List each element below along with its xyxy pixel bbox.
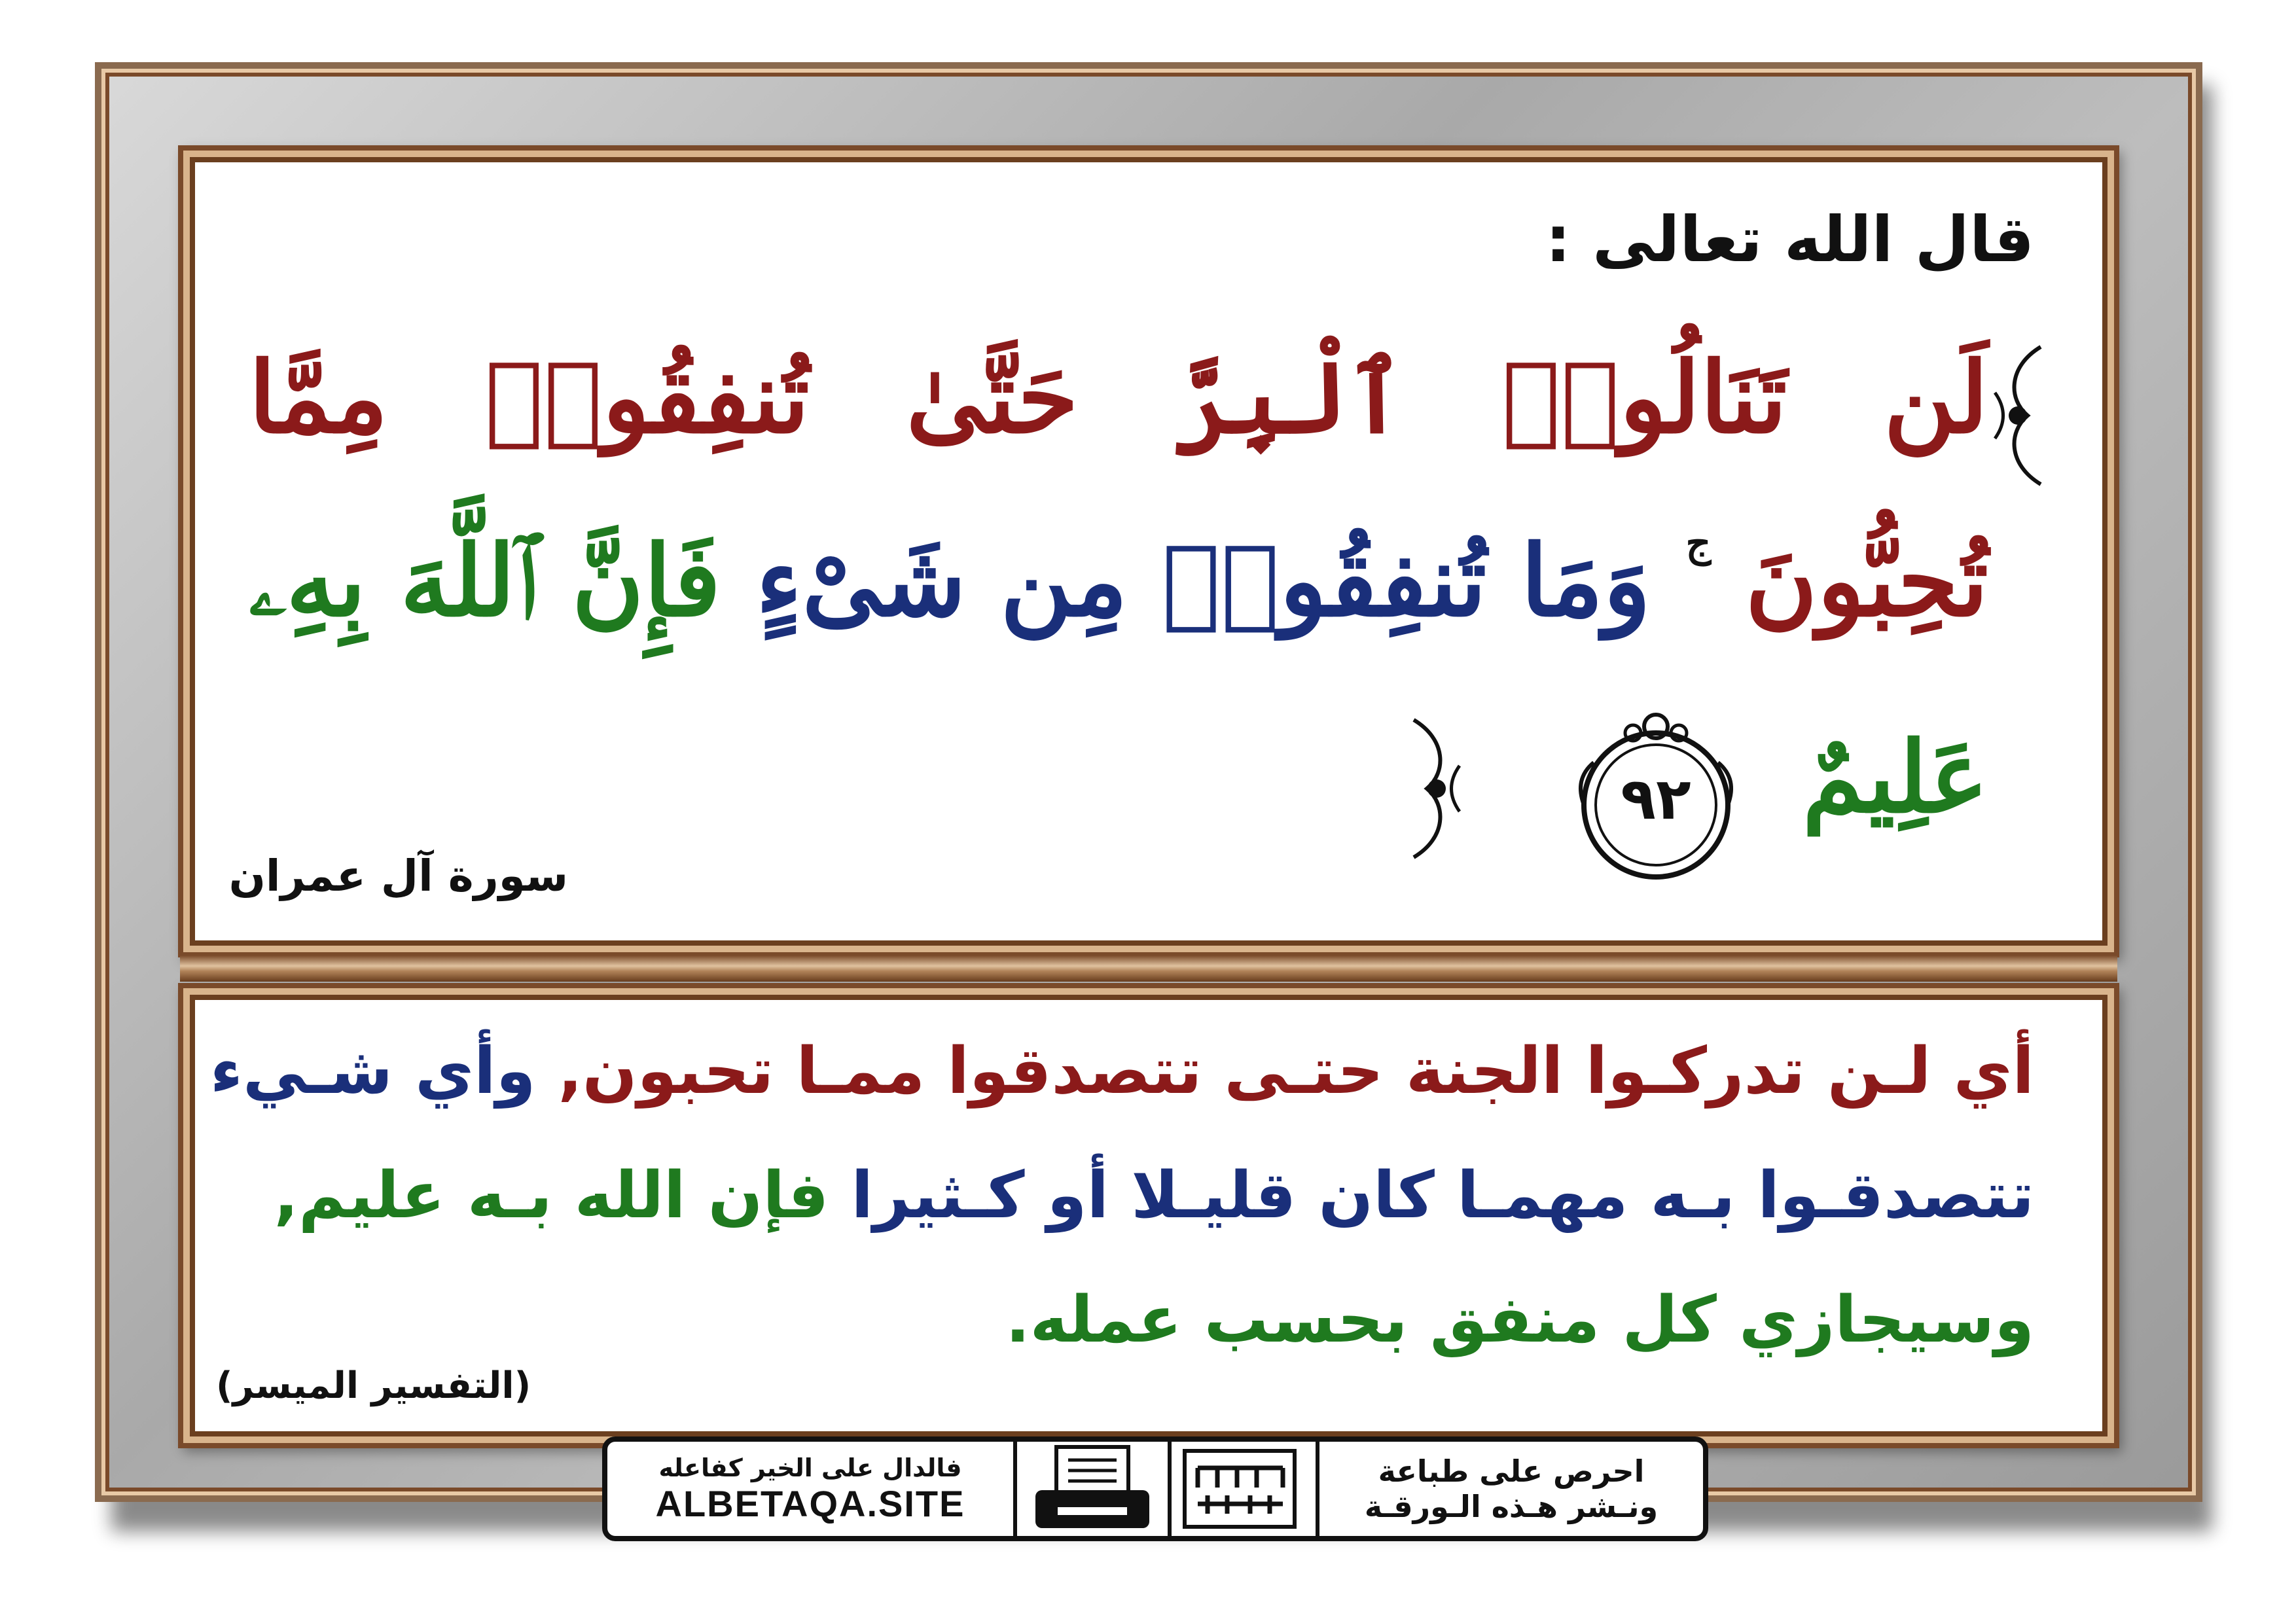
tafsir-line-1: [209, 1034, 2034, 1109]
footer-bar: [602, 1436, 1708, 1541]
verse-word: ٱلْبِرَّ: [1175, 340, 1405, 455]
waqf-mark: ج: [1685, 520, 1712, 566]
ayah-number-text: ٩٢: [1621, 764, 1691, 832]
footer-note-line-1: احرص على طباعة: [1378, 1454, 1645, 1489]
verse-segment-blue: وَمَا تُنفِقُوا۟ مِن شَىْءٍ: [755, 524, 1651, 639]
panel-divider: [180, 955, 2117, 982]
footer-slogan: فالدال على الخير كفاعله: [658, 1453, 962, 1482]
verse-word: تَنَالُوا۟: [1501, 340, 1787, 455]
ayah-number: [1564, 707, 1748, 890]
verse-line-2: [249, 520, 1988, 641]
verse-word: تُنفِقُوا۟: [484, 340, 810, 455]
tafsir-segment-blue: وأي شـيء: [209, 1034, 536, 1109]
tafsir-line-3: وسيجازي كل منفق بحسب عمله.: [1005, 1283, 2034, 1357]
verse-close-ornament-icon: [1401, 713, 1473, 864]
tafsir-segment-blue: تتصدقـوا بـه مهمـا كان قليـلا أو كـثيرا: [851, 1158, 2034, 1233]
footer-site: [607, 1442, 1017, 1536]
verse-intro: قال الله تعالى :: [1545, 203, 2034, 276]
tafsir-source: (التفسير الميسر): [216, 1364, 531, 1407]
verse-segment-red: تُحِبُّونَ: [1745, 524, 1988, 639]
tafsir-segment-green: فإن الله بـه عليم,: [274, 1158, 829, 1233]
footer-site-link[interactable]: ALBETAQA.SITE: [655, 1482, 965, 1524]
surah-name: سورة آل عمران: [228, 851, 568, 901]
verse-word: حَتَّىٰ: [906, 340, 1079, 455]
verse-segment-green: فَإِنَّ ٱللَّهَ بِهِۦ: [249, 524, 721, 639]
verse-line-1: [249, 340, 1988, 455]
dawa-logo: [1168, 1442, 1319, 1536]
tafsir-segment-red: أي لـن تدركـوا الجنة حتـى تتصدقوا ممـا تحبون,: [558, 1034, 2034, 1109]
tafsir-line-2: [262, 1158, 2034, 1233]
printer-icon: [1017, 1442, 1168, 1536]
verse-word: لَن: [1884, 340, 1988, 455]
footer-note-line-2: ونـشر هـذه الـورقـة: [1364, 1489, 1659, 1524]
verse-open-ornament-icon: [1982, 340, 2054, 491]
footer-note: [1319, 1442, 1703, 1536]
verse-word: مِمَّا: [249, 340, 388, 455]
verse-line-3: عَلِيمٌ: [1802, 720, 1988, 835]
